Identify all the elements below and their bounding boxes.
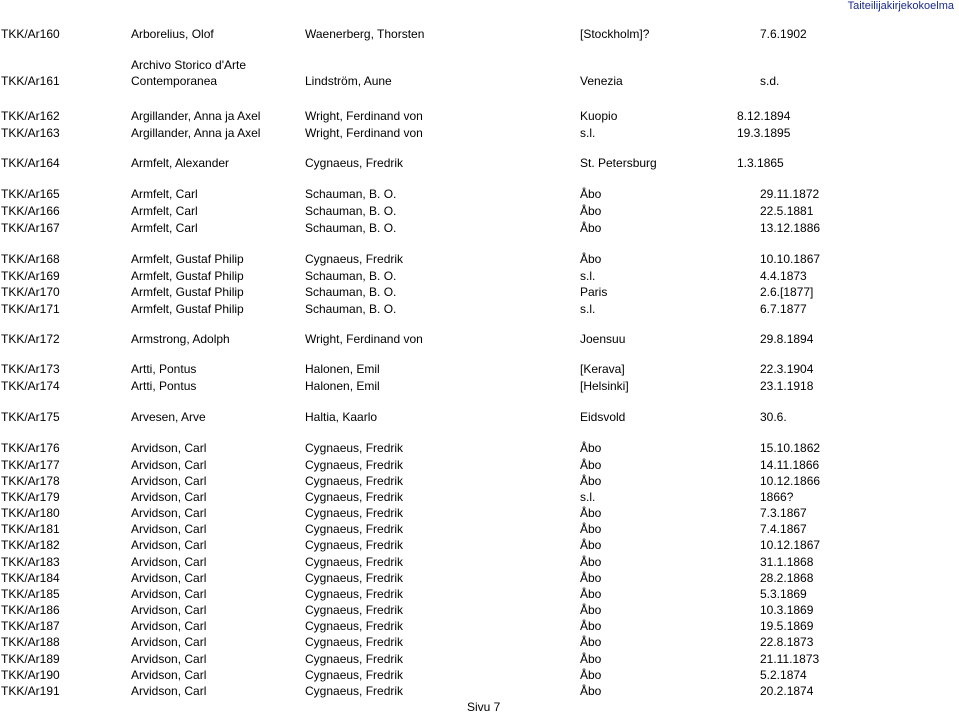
cell-place: Joensuu bbox=[580, 332, 626, 346]
cell-recipient: Schauman, B. O. bbox=[305, 221, 397, 235]
cell-date: s.d. bbox=[760, 74, 780, 88]
cell-recipient: Cygnaeus, Fredrik bbox=[305, 619, 404, 633]
cell-recipient: Cygnaeus, Fredrik bbox=[305, 458, 404, 472]
table-row bbox=[0, 571, 959, 587]
cell-recipient: Cygnaeus, Fredrik bbox=[305, 555, 404, 569]
cell-id: TKK/Ar190 bbox=[1, 668, 60, 682]
table-row bbox=[0, 587, 959, 603]
cell-place: Åbo bbox=[580, 458, 602, 472]
cell-place: Åbo bbox=[580, 587, 602, 601]
cell-date: 10.10.1867 bbox=[760, 252, 821, 266]
cell-place: St. Petersburg bbox=[580, 156, 657, 170]
table-row bbox=[0, 555, 959, 571]
table-row bbox=[0, 668, 959, 684]
cell-date: 14.11.1866 bbox=[760, 458, 820, 472]
table-row bbox=[0, 619, 959, 635]
cell-sender: Arvidson, Carl bbox=[131, 587, 207, 601]
table-row bbox=[0, 362, 959, 378]
cell-sender: Arvidson, Carl bbox=[131, 635, 207, 649]
cell-date: 2.6.[1877] bbox=[760, 285, 814, 299]
table-row bbox=[0, 474, 959, 490]
table-row bbox=[0, 635, 959, 651]
cell-place: Åbo bbox=[580, 538, 602, 552]
table-row bbox=[0, 221, 959, 237]
cell-date: 7.6.1902 bbox=[760, 27, 807, 41]
table-row bbox=[0, 332, 959, 348]
cell-recipient: Cygnaeus, Fredrik bbox=[305, 474, 404, 488]
cell-date: 23.1.1918 bbox=[760, 379, 814, 393]
cell-id: TKK/Ar174 bbox=[1, 379, 60, 393]
cell-date: 28.2.1868 bbox=[760, 571, 814, 585]
cell-place: Åbo bbox=[580, 668, 602, 682]
cell-sender: Armfelt, Gustaf Philip bbox=[131, 269, 244, 283]
cell-sender: Arvesen, Arve bbox=[131, 410, 206, 424]
cell-date: 8.12.1894 bbox=[737, 109, 791, 123]
cell-sender: Arvidson, Carl bbox=[131, 571, 207, 585]
cell-sender: Armfelt, Gustaf Philip bbox=[131, 252, 244, 266]
cell-recipient: Schauman, B. O. bbox=[305, 285, 397, 299]
cell-place: Åbo bbox=[580, 187, 602, 201]
cell-date: 20.2.1874 bbox=[760, 684, 814, 698]
cell-sender: Armfelt, Carl bbox=[131, 204, 198, 218]
cell-recipient: Lindström, Aune bbox=[305, 74, 392, 88]
cell-recipient: Waenerberg, Thorsten bbox=[305, 27, 425, 41]
cell-id: TKK/Ar181 bbox=[1, 522, 60, 536]
cell-sender: Artti, Pontus bbox=[131, 379, 197, 393]
cell-date: 1.3.1865 bbox=[737, 156, 784, 170]
cell-sender: Arvidson, Carl bbox=[131, 490, 207, 504]
cell-id: TKK/Ar179 bbox=[1, 490, 60, 504]
cell-sender: Contemporanea bbox=[131, 74, 218, 88]
cell-sender: Arborelius, Olof bbox=[131, 27, 214, 41]
cell-date: 10.3.1869 bbox=[760, 603, 814, 617]
cell-recipient: Schauman, B. O. bbox=[305, 204, 397, 218]
table-row bbox=[0, 156, 959, 172]
cell-id: TKK/Ar187 bbox=[1, 619, 60, 633]
table-row bbox=[0, 269, 959, 285]
cell-id: TKK/Ar171 bbox=[1, 302, 60, 316]
cell-id: TKK/Ar165 bbox=[1, 187, 60, 201]
cell-place: Åbo bbox=[580, 684, 602, 698]
cell-id: TKK/Ar167 bbox=[1, 221, 60, 235]
cell-date: 31.1.1868 bbox=[760, 555, 814, 569]
cell-sender: Arvidson, Carl bbox=[131, 538, 207, 552]
cell-date: 4.4.1873 bbox=[760, 269, 807, 283]
cell-recipient: Cygnaeus, Fredrik bbox=[305, 571, 404, 585]
cell-place: Venezia bbox=[580, 74, 623, 88]
cell-date: 10.12.1867 bbox=[760, 538, 821, 552]
cell-date: 6.7.1877 bbox=[760, 302, 807, 316]
table-row bbox=[0, 27, 959, 43]
cell-place: Åbo bbox=[580, 522, 602, 536]
cell-id: TKK/Ar164 bbox=[1, 156, 60, 170]
cell-id: TKK/Ar172 bbox=[1, 332, 60, 346]
cell-id: TKK/Ar176 bbox=[1, 441, 60, 455]
cell-id: TKK/Ar186 bbox=[1, 603, 60, 617]
cell-recipient: Halonen, Emil bbox=[305, 379, 380, 393]
cell-sender: Argillander, Anna ja Axel bbox=[131, 126, 261, 140]
cell-recipient: Wright, Ferdinand von bbox=[305, 332, 423, 346]
cell-id: TKK/Ar191 bbox=[1, 684, 60, 698]
cell-place: [Helsinki] bbox=[580, 379, 629, 393]
cell-date: 5.2.1874 bbox=[760, 668, 807, 682]
cell-id: TKK/Ar163 bbox=[1, 126, 60, 140]
cell-date: 10.12.1866 bbox=[760, 474, 821, 488]
cell-id: TKK/Ar185 bbox=[1, 587, 60, 601]
cell-date: 22.8.1873 bbox=[760, 635, 814, 649]
table-row bbox=[0, 379, 959, 395]
cell-date: 1866? bbox=[760, 490, 794, 504]
cell-id: TKK/Ar173 bbox=[1, 362, 60, 376]
cell-recipient: Wright, Ferdinand von bbox=[305, 109, 423, 123]
cell-recipient: Cygnaeus, Fredrik bbox=[305, 506, 404, 520]
cell-recipient: Cygnaeus, Fredrik bbox=[305, 587, 404, 601]
cell-place: Paris bbox=[580, 285, 608, 299]
cell-id: TKK/Ar161 bbox=[1, 74, 60, 88]
table-row bbox=[0, 204, 959, 220]
table-row bbox=[0, 538, 959, 554]
cell-place: [Stockholm]? bbox=[580, 27, 650, 41]
cell-place: s.l. bbox=[580, 126, 596, 140]
cell-recipient: Cygnaeus, Fredrik bbox=[305, 156, 404, 170]
cell-sender-line1: Archivo Storico d'Arte bbox=[131, 58, 247, 72]
cell-place: Åbo bbox=[580, 441, 602, 455]
cell-place: Åbo bbox=[580, 252, 602, 266]
cell-date: 29.8.1894 bbox=[760, 332, 814, 346]
cell-sender: Arvidson, Carl bbox=[131, 684, 207, 698]
cell-id: TKK/Ar170 bbox=[1, 285, 60, 299]
cell-id: TKK/Ar188 bbox=[1, 635, 60, 649]
table-row bbox=[0, 458, 959, 474]
cell-place: s.l. bbox=[580, 302, 596, 316]
cell-id: TKK/Ar180 bbox=[1, 506, 60, 520]
cell-recipient: Cygnaeus, Fredrik bbox=[305, 668, 404, 682]
cell-id: TKK/Ar162 bbox=[1, 109, 60, 123]
cell-sender: Arvidson, Carl bbox=[131, 506, 207, 520]
cell-id: TKK/Ar169 bbox=[1, 269, 60, 283]
cell-place: Åbo bbox=[580, 221, 602, 235]
cell-recipient: Cygnaeus, Fredrik bbox=[305, 635, 404, 649]
cell-sender: Arvidson, Carl bbox=[131, 619, 207, 633]
cell-id: TKK/Ar182 bbox=[1, 538, 60, 552]
cell-sender: Arvidson, Carl bbox=[131, 603, 207, 617]
cell-sender: Armfelt, Gustaf Philip bbox=[131, 285, 244, 299]
cell-sender: Armfelt, Carl bbox=[131, 221, 198, 235]
cell-sender: Armfelt, Carl bbox=[131, 187, 198, 201]
table-row bbox=[0, 302, 959, 318]
table-row bbox=[0, 490, 959, 506]
cell-recipient: Schauman, B. O. bbox=[305, 187, 397, 201]
cell-date: 13.12.1886 bbox=[760, 221, 821, 235]
cell-recipient: Schauman, B. O. bbox=[305, 269, 397, 283]
cell-place: Åbo bbox=[580, 204, 602, 218]
cell-sender: Arvidson, Carl bbox=[131, 458, 207, 472]
cell-place: Åbo bbox=[580, 652, 602, 666]
cell-date: 21.11.1873 bbox=[760, 652, 820, 666]
cell-sender: Arvidson, Carl bbox=[131, 668, 207, 682]
table-row bbox=[0, 252, 959, 268]
page-number: Sivu 7 bbox=[467, 700, 501, 714]
cell-recipient: Cygnaeus, Fredrik bbox=[305, 522, 404, 536]
cell-place: Kuopio bbox=[580, 109, 618, 123]
cell-place: Åbo bbox=[580, 506, 602, 520]
cell-sender: Arvidson, Carl bbox=[131, 441, 207, 455]
cell-place: s.l. bbox=[580, 490, 596, 504]
cell-id: TKK/Ar177 bbox=[1, 458, 60, 472]
cell-place: s.l. bbox=[580, 269, 596, 283]
cell-recipient: Cygnaeus, Fredrik bbox=[305, 538, 404, 552]
cell-date: 29.11.1872 bbox=[760, 187, 820, 201]
cell-recipient: Cygnaeus, Fredrik bbox=[305, 603, 404, 617]
cell-date: 22.5.1881 bbox=[760, 204, 814, 218]
cell-place: Åbo bbox=[580, 571, 602, 585]
table-row bbox=[0, 603, 959, 619]
table-row bbox=[0, 506, 959, 522]
table-row bbox=[0, 652, 959, 668]
cell-sender: Armfelt, Alexander bbox=[131, 156, 230, 170]
cell-id: TKK/Ar168 bbox=[1, 252, 60, 266]
cell-date: 5.3.1869 bbox=[760, 587, 807, 601]
cell-place: Åbo bbox=[580, 635, 602, 649]
cell-recipient: Halonen, Emil bbox=[305, 362, 380, 376]
cell-sender: Arvidson, Carl bbox=[131, 474, 207, 488]
cell-sender: Armstrong, Adolph bbox=[131, 332, 230, 346]
cell-sender: Arvidson, Carl bbox=[131, 555, 207, 569]
cell-id: TKK/Ar189 bbox=[1, 652, 60, 666]
cell-recipient: Cygnaeus, Fredrik bbox=[305, 252, 404, 266]
document-header-title: Taiteilijakirjekokoelma bbox=[847, 0, 954, 12]
cell-id: TKK/Ar166 bbox=[1, 204, 60, 218]
table-row bbox=[0, 684, 959, 700]
cell-date: 7.3.1867 bbox=[760, 506, 807, 520]
cell-sender: Artti, Pontus bbox=[131, 362, 197, 376]
cell-id: TKK/Ar184 bbox=[1, 571, 60, 585]
cell-date: 30.6. bbox=[760, 410, 787, 424]
cell-id: TKK/Ar178 bbox=[1, 474, 60, 488]
cell-recipient: Haltia, Kaarlo bbox=[305, 410, 378, 424]
cell-sender: Arvidson, Carl bbox=[131, 652, 207, 666]
cell-recipient: Wright, Ferdinand von bbox=[305, 126, 423, 140]
cell-recipient: Cygnaeus, Fredrik bbox=[305, 441, 404, 455]
cell-date: 15.10.1862 bbox=[760, 441, 821, 455]
table-row bbox=[0, 441, 959, 457]
cell-sender: Armfelt, Gustaf Philip bbox=[131, 302, 244, 316]
cell-date: 7.4.1867 bbox=[760, 522, 807, 536]
table-row bbox=[0, 109, 959, 125]
cell-place: Åbo bbox=[580, 603, 602, 617]
table-row bbox=[0, 522, 959, 538]
cell-id: TKK/Ar183 bbox=[1, 555, 60, 569]
cell-recipient: Cygnaeus, Fredrik bbox=[305, 490, 404, 504]
cell-place: Åbo bbox=[580, 555, 602, 569]
cell-place: Åbo bbox=[580, 619, 602, 633]
cell-recipient: Schauman, B. O. bbox=[305, 302, 397, 316]
cell-id: TKK/Ar175 bbox=[1, 410, 60, 424]
table-row bbox=[0, 187, 959, 203]
cell-date: 22.3.1904 bbox=[760, 362, 814, 376]
cell-sender: Argillander, Anna ja Axel bbox=[131, 109, 261, 123]
cell-place: [Kerava] bbox=[580, 362, 625, 376]
cell-sender: Arvidson, Carl bbox=[131, 522, 207, 536]
cell-place: Eidsvold bbox=[580, 410, 626, 424]
cell-date: 19.5.1869 bbox=[760, 619, 814, 633]
cell-recipient: Cygnaeus, Fredrik bbox=[305, 684, 404, 698]
cell-place: Åbo bbox=[580, 474, 602, 488]
cell-date: 19.3.1895 bbox=[737, 126, 791, 140]
cell-id: TKK/Ar160 bbox=[1, 27, 60, 41]
table-row bbox=[0, 58, 959, 90]
cell-recipient: Cygnaeus, Fredrik bbox=[305, 652, 404, 666]
table-row bbox=[0, 126, 959, 142]
table-row bbox=[0, 285, 959, 301]
table-row bbox=[0, 410, 959, 426]
